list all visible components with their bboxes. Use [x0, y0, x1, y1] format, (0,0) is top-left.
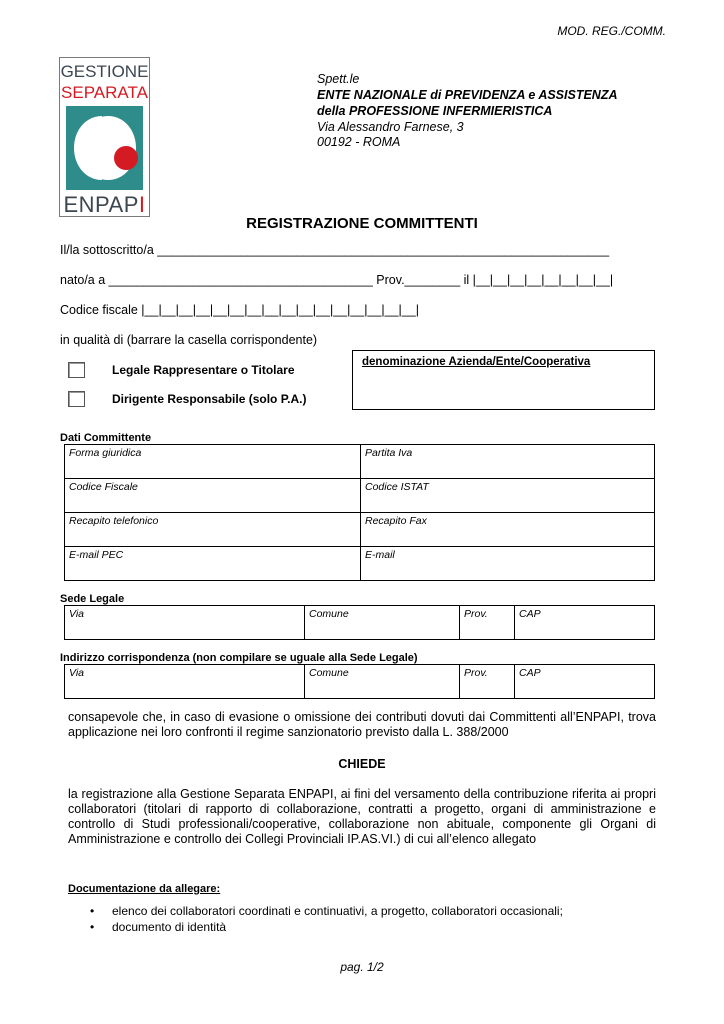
ind-prov-cell[interactable]: Prov.	[460, 665, 515, 699]
recipient-name-1: ENTE NAZIONALE di PREVIDENZA e ASSISTENZA	[317, 88, 618, 102]
list-item-text: elenco dei collaboratori coordinati e continuativi, a progetto, collaboratori occasionali;	[112, 904, 563, 918]
bullet-icon: •	[90, 919, 95, 934]
dati-committente-table	[64, 444, 655, 581]
logo-graphic	[66, 106, 143, 204]
sede-comune-cell[interactable]: Comune	[305, 606, 460, 640]
recapito-fax-cell[interactable]: Recapito Fax	[361, 513, 655, 547]
ind-via-cell[interactable]: Via	[65, 665, 305, 699]
sede-legale-heading: Sede Legale	[60, 593, 125, 605]
recipient-street: Via Alessandro Farnese, 3	[317, 120, 464, 134]
page-title: REGISTRAZIONE COMMITTENTI	[246, 215, 478, 232]
sede-via-cell[interactable]: Via	[65, 606, 305, 640]
logo-text-gestione: GESTIONE	[60, 62, 149, 81]
enpapi-logo	[59, 57, 150, 217]
form-code: MOD. REG./COMM.	[557, 24, 666, 38]
list-item	[90, 920, 650, 936]
partita-iva-cell[interactable]: Partita Iva	[361, 445, 655, 479]
qualita-label: in qualità di (barrare la casella corrispondente)	[60, 333, 318, 347]
dati-committente-heading: Dati Committente	[60, 432, 152, 444]
consapevole-paragraph: consapevole che, in caso di evasione o omissione dei contributi dovuti dai Committenti all’ENPAPI, trova applicazione nei loro confronti il regime sanzionatorio previsto dalla L. 388/2000	[68, 710, 656, 739]
ind-comune-cell[interactable]: Comune	[305, 665, 460, 699]
codice-fiscale-field[interactable]: Codice fiscale |__|__|__|__|__|__|__|__|__|__|__|__|__|__|__|__|	[60, 303, 419, 317]
sede-cap-cell[interactable]: CAP	[515, 606, 655, 640]
legale-rappresentante-checkbox[interactable]	[68, 362, 85, 378]
list-item	[90, 904, 650, 920]
codice-istat-cell[interactable]: Codice ISTAT	[361, 479, 655, 513]
documentazione-heading: Documentazione da allegare:	[68, 883, 221, 895]
page-number: pag. 1/2	[340, 960, 384, 974]
legale-rappresentante-label: Legale Rappresentare o Titolare	[112, 363, 295, 377]
indirizzo-heading: Indirizzo corrispondenza (non compilare se uguale alla Sede Legale)	[60, 652, 418, 664]
sede-legale-table	[64, 605, 655, 640]
denominazione-label: denominazione Azienda/Ente/Cooperativa	[362, 356, 591, 368]
sede-prov-cell[interactable]: Prov.	[460, 606, 515, 640]
documentazione-list	[90, 904, 650, 935]
email-cell[interactable]: E-mail	[361, 547, 655, 581]
bullet-icon: •	[90, 904, 95, 918]
codice-fiscale-cell[interactable]: Codice Fiscale	[65, 479, 361, 513]
richiesta-paragraph: la registrazione alla Gestione Separata ENPAPI, ai fini del versamento della contribuzione riferita ai propri collaboratori (titolari di rapporto di collaborazione, contratti a progetto, organi di amministrazione e controllo di Studi professionali/cooperative, collaborazione non abituale, componente gli Organi di Amministrazione e controllo dei Collegi Provinciali IP.AS.VI.) di cui all’elenco allegato	[68, 787, 656, 846]
email-pec-cell[interactable]: E-mail PEC	[65, 547, 361, 581]
nato-field[interactable]: nato/a a ______________________________________ Prov.________ il |__|__|__|__|__|__|__|__|	[60, 273, 614, 287]
logo-i: I	[138, 192, 146, 217]
chiede-heading: CHIEDE	[338, 757, 386, 771]
list-item-text: documento di identità	[112, 919, 227, 934]
sottoscritto-field[interactable]: Il/la sottoscritto/a _________________________________________________________________	[60, 243, 610, 257]
forma-giuridica-cell[interactable]: Forma giuridica	[65, 445, 361, 479]
indirizzo-table	[64, 664, 655, 699]
denominazione-box[interactable]	[352, 350, 655, 410]
recipient-city: 00192 - ROMA	[317, 135, 401, 149]
logo-text-separata: SEPARATA	[61, 83, 148, 102]
recapito-telefonico-cell[interactable]: Recapito telefonico	[65, 513, 361, 547]
logo-enpap: ENPAP	[63, 192, 139, 217]
recipient-salutation: Spett.le	[317, 72, 360, 86]
recipient-name-2: della PROFESSIONE INFERMIERISTICA	[317, 104, 553, 118]
dirigente-responsabile-label: Dirigente Responsabile (solo P.A.)	[112, 392, 307, 406]
dirigente-responsabile-checkbox[interactable]	[68, 391, 85, 407]
ind-cap-cell[interactable]: CAP	[515, 665, 655, 699]
